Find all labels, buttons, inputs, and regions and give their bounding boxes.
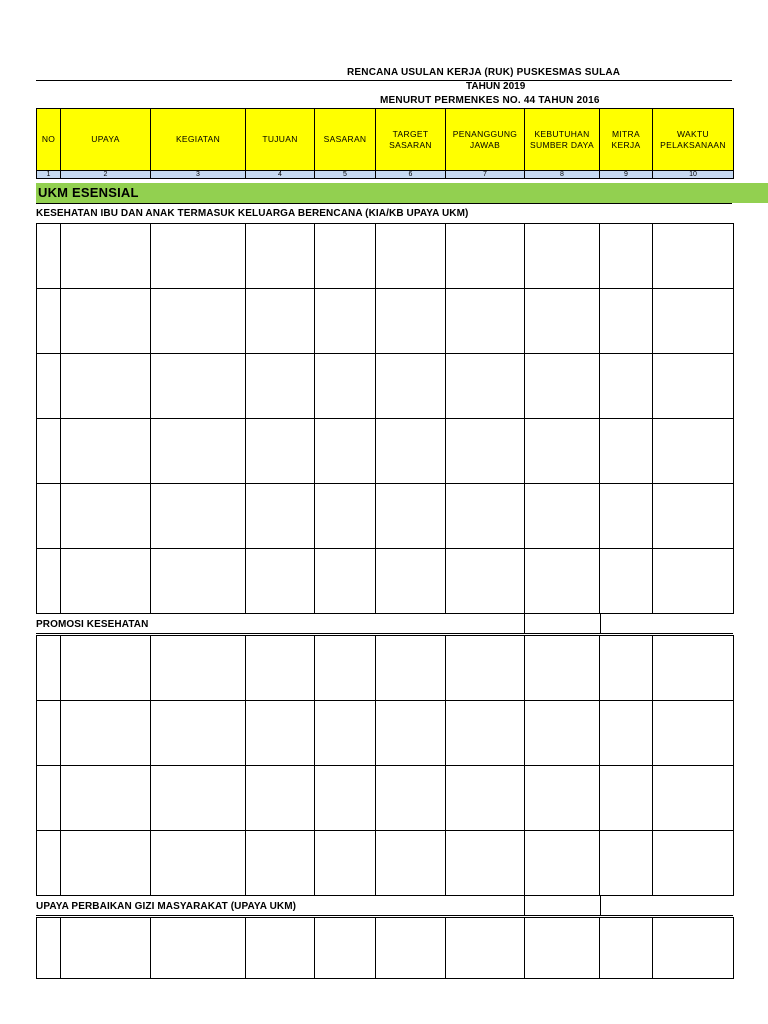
- empty-cell: [446, 766, 525, 831]
- table-row: [37, 766, 734, 831]
- empty-cell: [600, 701, 653, 766]
- col-header-waktu-pelaksanaan: WAKTU PELAKSANAAN: [653, 109, 734, 171]
- section-row-divider: [524, 896, 601, 916]
- empty-cell: [653, 831, 734, 896]
- empty-cell: [61, 636, 151, 701]
- empty-cell: [525, 484, 600, 549]
- empty-cell: [446, 918, 525, 979]
- gizi-table: [36, 917, 734, 979]
- table-row: [37, 549, 734, 614]
- empty-cell: [446, 636, 525, 701]
- empty-cell: [600, 636, 653, 701]
- col-number: 2: [61, 171, 151, 179]
- empty-cell: [653, 766, 734, 831]
- empty-cell: [525, 224, 600, 289]
- empty-cell: [151, 289, 246, 354]
- empty-cell: [246, 918, 315, 979]
- empty-cell: [315, 831, 376, 896]
- empty-cell: [61, 289, 151, 354]
- empty-cell: [600, 289, 653, 354]
- empty-cell: [246, 766, 315, 831]
- empty-cell: [653, 419, 734, 484]
- table-row: [37, 831, 734, 896]
- empty-cell: [246, 831, 315, 896]
- column-number-row: [37, 171, 734, 179]
- empty-cell: [446, 354, 525, 419]
- header-row: [37, 109, 734, 171]
- col-number: 3: [151, 171, 246, 179]
- empty-cell: [446, 484, 525, 549]
- empty-cell: [600, 831, 653, 896]
- table-row: [37, 419, 734, 484]
- empty-cell: [61, 484, 151, 549]
- empty-cell: [525, 831, 600, 896]
- col-header-tujuan: TUJUAN: [246, 109, 315, 171]
- empty-cell: [151, 224, 246, 289]
- empty-cell: [600, 224, 653, 289]
- empty-cell: [376, 354, 446, 419]
- empty-cell: [376, 636, 446, 701]
- empty-cell: [37, 831, 61, 896]
- empty-cell: [61, 354, 151, 419]
- empty-cell: [61, 224, 151, 289]
- promosi-table: [36, 635, 734, 896]
- table-row: [37, 354, 734, 419]
- empty-cell: [246, 484, 315, 549]
- empty-cell: [37, 354, 61, 419]
- empty-cell: [446, 701, 525, 766]
- empty-cell: [446, 831, 525, 896]
- col-header-kebutuhan-sumber-daya: KEBUTUHAN SUMBER DAYA: [525, 109, 600, 171]
- empty-cell: [525, 289, 600, 354]
- empty-cell: [600, 354, 653, 419]
- empty-cell: [151, 766, 246, 831]
- empty-cell: [61, 549, 151, 614]
- empty-cell: [151, 549, 246, 614]
- empty-cell: [525, 701, 600, 766]
- table-row: [37, 289, 734, 354]
- empty-cell: [37, 224, 61, 289]
- empty-cell: [315, 354, 376, 419]
- empty-cell: [600, 419, 653, 484]
- col-header-mitra-kerja: MITRA KERJA: [600, 109, 653, 171]
- empty-cell: [37, 484, 61, 549]
- col-header-sasaran: SASARAN: [315, 109, 376, 171]
- section-heading-kia-kb: KESEHATAN IBU DAN ANAK TERMASUK KELUARGA BERENCANA (KIA/KB UPAYA UKM): [36, 208, 469, 219]
- empty-cell: [653, 289, 734, 354]
- empty-cell: [61, 701, 151, 766]
- empty-cell: [376, 701, 446, 766]
- empty-cell: [246, 354, 315, 419]
- empty-cell: [376, 549, 446, 614]
- empty-cell: [151, 918, 246, 979]
- col-number: 7: [446, 171, 525, 179]
- empty-cell: [151, 831, 246, 896]
- section-row-divider: [524, 614, 601, 634]
- empty-cell: [653, 701, 734, 766]
- section-divider: [36, 203, 732, 204]
- empty-cell: [37, 918, 61, 979]
- col-number: 8: [525, 171, 600, 179]
- empty-cell: [315, 419, 376, 484]
- empty-cell: [246, 224, 315, 289]
- empty-cell: [376, 289, 446, 354]
- empty-cell: [315, 701, 376, 766]
- empty-cell: [246, 701, 315, 766]
- empty-cell: [600, 918, 653, 979]
- col-number: 1: [37, 171, 61, 179]
- document-year: TAHUN 2019: [466, 81, 526, 92]
- kia-kb-table: [36, 223, 734, 614]
- empty-cell: [446, 289, 525, 354]
- empty-cell: [151, 419, 246, 484]
- table-row: [37, 484, 734, 549]
- empty-cell: [525, 636, 600, 701]
- col-number: 9: [600, 171, 653, 179]
- document-regulation: MENURUT PERMENKES NO. 44 TAHUN 2016: [380, 95, 600, 106]
- title-divider: [36, 80, 732, 81]
- empty-cell: [653, 224, 734, 289]
- empty-cell: [246, 636, 315, 701]
- empty-cell: [525, 918, 600, 979]
- empty-cell: [37, 701, 61, 766]
- empty-cell: [376, 419, 446, 484]
- table-row: [37, 918, 734, 979]
- empty-cell: [37, 766, 61, 831]
- empty-cell: [315, 224, 376, 289]
- table-row: [37, 224, 734, 289]
- empty-cell: [37, 289, 61, 354]
- empty-cell: [446, 224, 525, 289]
- empty-cell: [315, 766, 376, 831]
- empty-cell: [61, 831, 151, 896]
- empty-cell: [446, 549, 525, 614]
- empty-cell: [600, 549, 653, 614]
- empty-cell: [376, 224, 446, 289]
- empty-cell: [376, 918, 446, 979]
- col-number: 10: [653, 171, 734, 179]
- empty-cell: [151, 701, 246, 766]
- col-header-upaya: UPAYA: [61, 109, 151, 171]
- empty-cell: [61, 766, 151, 831]
- section-ukm-esensial: UKM ESENSIAL: [36, 183, 768, 203]
- empty-cell: [246, 419, 315, 484]
- empty-cell: [61, 918, 151, 979]
- empty-cell: [315, 484, 376, 549]
- empty-cell: [525, 766, 600, 831]
- col-header-penanggung-jawab: PENANGGUNG JAWAB: [446, 109, 525, 171]
- empty-cell: [600, 484, 653, 549]
- col-header-no: NO: [37, 109, 61, 171]
- empty-cell: [446, 419, 525, 484]
- empty-cell: [653, 918, 734, 979]
- empty-cell: [525, 419, 600, 484]
- empty-cell: [315, 289, 376, 354]
- empty-cell: [315, 918, 376, 979]
- empty-cell: [600, 766, 653, 831]
- empty-cell: [315, 636, 376, 701]
- empty-cell: [61, 419, 151, 484]
- col-number: 6: [376, 171, 446, 179]
- empty-cell: [653, 484, 734, 549]
- empty-cell: [653, 636, 734, 701]
- empty-cell: [525, 549, 600, 614]
- section-heading-gizi: UPAYA PERBAIKAN GIZI MASYARAKAT (UPAYA UKM): [36, 901, 297, 912]
- section-heading-promosi: PROMOSI KESEHATAN: [36, 619, 149, 630]
- empty-cell: [376, 484, 446, 549]
- empty-cell: [653, 549, 734, 614]
- header-table: [36, 108, 734, 179]
- document-title: RENCANA USULAN KERJA (RUK) PUSKESMAS SULAA: [347, 67, 621, 78]
- empty-cell: [246, 549, 315, 614]
- empty-cell: [37, 549, 61, 614]
- col-number: 5: [315, 171, 376, 179]
- table-row: [37, 636, 734, 701]
- empty-cell: [37, 636, 61, 701]
- empty-cell: [376, 831, 446, 896]
- empty-cell: [246, 289, 315, 354]
- empty-cell: [37, 419, 61, 484]
- empty-cell: [151, 484, 246, 549]
- empty-cell: [653, 354, 734, 419]
- table-row: [37, 701, 734, 766]
- col-header-target-sasaran: TARGET SASARAN: [376, 109, 446, 171]
- empty-cell: [151, 354, 246, 419]
- empty-cell: [315, 549, 376, 614]
- empty-cell: [525, 354, 600, 419]
- empty-cell: [151, 636, 246, 701]
- col-number: 4: [246, 171, 315, 179]
- empty-cell: [376, 766, 446, 831]
- col-header-kegiatan: KEGIATAN: [151, 109, 246, 171]
